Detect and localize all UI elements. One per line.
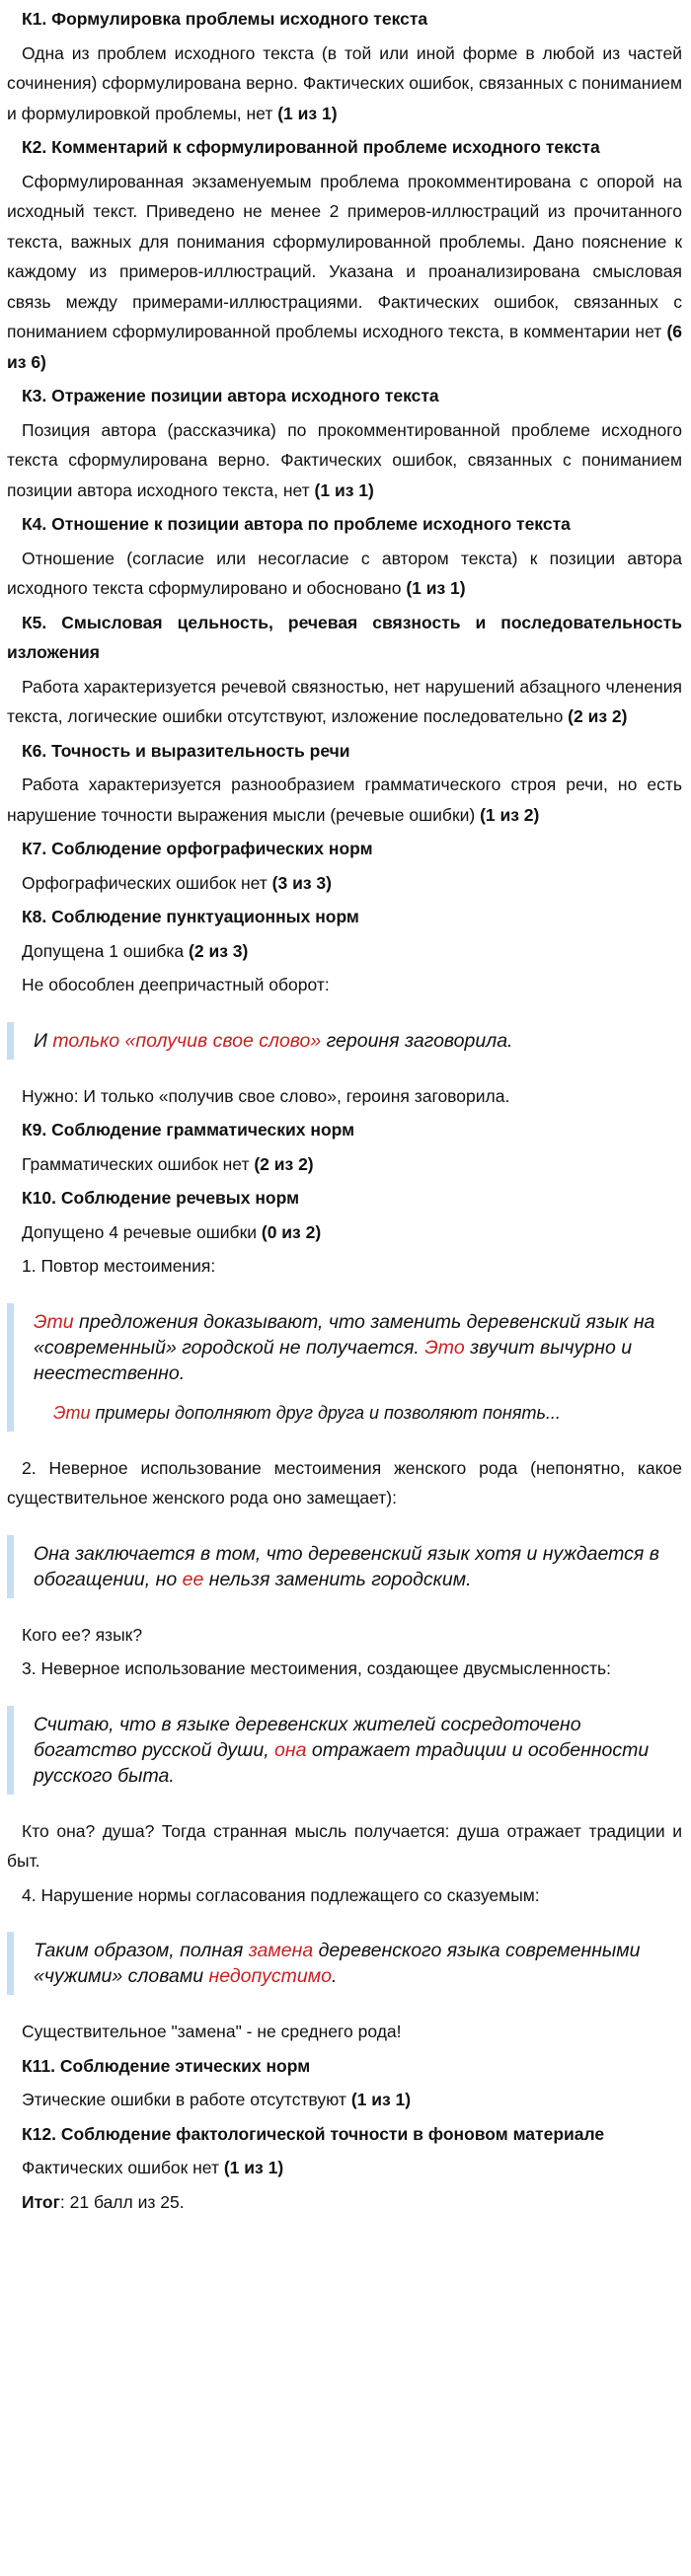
total-label: Итог xyxy=(22,2191,60,2212)
k10-e3-text: 3. Неверное использование местоимения, создающее двусмысленность: xyxy=(22,1658,611,1678)
score-badge: (1 из 1) xyxy=(406,578,466,598)
error-highlight: только «получив свое слово» xyxy=(52,1029,322,1052)
quote-line xyxy=(34,1309,662,1386)
quote-text: Она заключается в том, что деревенский язык хотя и нуждается в обогащении, но xyxy=(34,1542,659,1590)
error-highlight: замена xyxy=(248,1940,314,1961)
assessment-document xyxy=(0,4,682,2217)
quote-text: деревенского языка современными «чужими» словами xyxy=(34,1940,641,1987)
error-highlight: Это xyxy=(424,1336,465,1359)
k10-n4 xyxy=(7,2017,682,2047)
error-highlight: недопустимо xyxy=(208,1965,332,1987)
quote-text: звучит вычурно и неестественно. xyxy=(34,1336,633,1384)
quote-text: примеры дополняют друг друга и позволяют понять... xyxy=(90,1402,561,1423)
k3-text xyxy=(7,415,682,506)
k11-heading: К11. Соблюдение этических норм xyxy=(22,2055,311,2076)
quote-text: отражает традиции и особенности русского быта. xyxy=(34,1738,650,1787)
k1-text xyxy=(7,38,682,129)
score-badge: (1 из 1) xyxy=(223,2158,284,2177)
k10-e1 xyxy=(7,1251,682,1282)
k10-n4-text: Существительное "замена" - не среднего рода! xyxy=(22,2022,402,2041)
k3-text-text: Позиция автора (рассказчика) по прокомментированной проблеме исходного текста сформулирована верно. Фактических ошибок, связанных с пониманием позиции автора исходного текста, нет xyxy=(7,419,682,500)
k1-heading: К1. Формулировка проблемы исходного текста xyxy=(22,9,428,29)
k7-text xyxy=(7,868,682,899)
k6-text-text: Работа характеризуется разнообразием грамматического строя речи, но есть нарушение точности выражения мысли (речевые ошибки) xyxy=(7,774,682,825)
k12-text-text: Фактических ошибок нет xyxy=(22,2158,224,2177)
k7-text-text: Орфографических ошибок нет xyxy=(22,872,272,893)
k6-text xyxy=(7,770,682,830)
k10-text xyxy=(7,1217,682,1248)
k5-text-text: Работа характеризуется речевой связностью, нет нарушений абзацного членения текста, логические ошибки отсутствуют, изложение последовательно xyxy=(7,676,682,726)
k10-n2 xyxy=(7,1620,682,1651)
k10-e4 xyxy=(7,1880,682,1911)
k3-heading: К3. Отражение позиции автора исходного текста xyxy=(22,386,439,405)
quote-line xyxy=(34,1938,662,1989)
k10-e2-text: 2. Неверное использование местоимения женского рода (непонятно, какое существительное женского рода оно замещает): xyxy=(7,1457,682,1508)
k8-text-text: Допущена 1 ошибка xyxy=(22,940,190,961)
score-badge: (3 из 3) xyxy=(271,872,332,893)
error-highlight: ее xyxy=(182,1568,204,1590)
score-badge: (1 из 2) xyxy=(480,804,540,825)
total-value: : 21 балл из 25. xyxy=(59,2191,185,2212)
k8-fix-text: Нужно: И только «получив свое слово», героиня заговорила. xyxy=(22,1085,510,1106)
score-badge: (1 из 1) xyxy=(314,479,374,500)
quote-text: нельзя заменить городским. xyxy=(203,1568,472,1590)
k5-text xyxy=(7,672,682,732)
quote-text: героиня заговорила. xyxy=(321,1029,513,1052)
k10-e4-text: 4. Нарушение нормы согласования подлежащего со сказуемым: xyxy=(22,1884,540,1905)
quote-text: Таким образом, полная xyxy=(34,1940,249,1961)
k4-text-text: Отношение (согласие или несогласие с автором текста) к позиции автора исходного текста сформулировано и обосновано xyxy=(7,548,682,598)
score-badge: (1 из 1) xyxy=(350,2090,412,2109)
k10-q2 xyxy=(7,1535,682,1598)
k10-heading: К10. Соблюдение речевых норм xyxy=(22,1188,300,1208)
quote-line xyxy=(34,1541,662,1592)
k10-q4 xyxy=(7,1932,682,1995)
k10-q3 xyxy=(7,1706,682,1795)
k2-heading: К2. Комментарий к сформулированной проблеме исходного текста xyxy=(22,137,600,157)
k2-text-text: Сформулированная экзаменуемым проблема прокомментирована с опорой на исходный текст. Приведено не менее 2 примеров-иллюстраций из прочитанного текста, важных для понимания сформулированной проблемы. Дано пояснение к каждому из примеров-иллюстраций. Указана и проанализирована смысловая связь между примерами-иллюстрациями. Фактических ошибок, связанных с пониманием сформулированной проблемы исходного текста, в комментарии нет xyxy=(7,171,682,341)
k8-heading: К8. Соблюдение пунктуационных норм xyxy=(22,907,359,926)
score-badge: (0 из 2) xyxy=(261,1221,322,1242)
score-badge: (2 из 3) xyxy=(189,940,249,961)
quote-text: Считаю, что в языке деревенских жителей сосредоточено богатство русской души, xyxy=(34,1713,581,1761)
quote-text: предложения доказывают, что заменить деревенский язык на «современный» городской не получается. xyxy=(34,1310,655,1359)
k7-heading: К7. Соблюдение орфографических норм xyxy=(22,839,373,858)
error-highlight: Эти xyxy=(53,1402,91,1423)
k8-note-text: Не обособлен деепричастный оборот: xyxy=(22,975,330,994)
k10-e2 xyxy=(7,1453,682,1513)
error-highlight: Эти xyxy=(34,1310,74,1333)
quote-text: . xyxy=(331,1965,338,1987)
score-badge: (6 из 6) xyxy=(7,322,682,372)
quote-text: И xyxy=(34,1029,53,1052)
k9-text-text: Грамматических ошибок нет xyxy=(22,1153,255,1174)
score-badge: (2 из 2) xyxy=(254,1153,314,1174)
k11-text-text: Этические ошибки в работе отсутствуют xyxy=(22,2090,351,2109)
k12-heading: К12. Соблюдение фактологической точности в фоновом материале xyxy=(22,2123,605,2144)
k8-text xyxy=(7,936,682,967)
k9-text xyxy=(7,1149,682,1180)
k10-n3 xyxy=(7,1816,682,1877)
k8-note xyxy=(7,970,682,1000)
total-score xyxy=(7,2187,682,2218)
k1-text-text: Одна из проблем исходного текста (в той или иной форме в любой из частей сочинения) сформулирована верно. Фактических ошибок, связанных с пониманием и формулировкой проблемы, нет xyxy=(7,42,682,123)
k9-heading: К9. Соблюдение грамматических норм xyxy=(22,1120,355,1140)
quote-line xyxy=(34,1712,662,1789)
k8-quote xyxy=(7,1022,682,1060)
k2-text xyxy=(7,167,682,378)
score-badge: (2 из 2) xyxy=(568,706,628,726)
k8-fix xyxy=(7,1081,682,1112)
error-highlight: она xyxy=(274,1738,307,1761)
quote-subline xyxy=(34,1400,662,1426)
k12-text xyxy=(7,2153,682,2183)
k10-text-text: Допущено 4 речевые ошибки xyxy=(22,1221,262,1242)
k5-heading: К5. Смысловая цельность, речевая связность и последовательность изложения xyxy=(7,612,682,662)
k10-n2-text: Кого ее? язык? xyxy=(22,1624,143,1645)
k4-heading: К4. Отношение к позиции автора по проблеме исходного текста xyxy=(22,514,571,534)
k10-n3-text: Кто она? душа? Тогда странная мысль получается: душа отражает традиции и быт. xyxy=(7,1820,682,1871)
k4-text xyxy=(7,544,682,604)
k6-heading: К6. Точность и выразительность речи xyxy=(22,740,350,761)
k10-e1-text: 1. Повтор местоимения: xyxy=(22,1256,216,1276)
quote-line xyxy=(34,1028,662,1054)
k10-q1 xyxy=(7,1303,682,1432)
score-badge: (1 из 1) xyxy=(277,103,338,123)
k10-e3 xyxy=(7,1654,682,1684)
k11-text xyxy=(7,2085,682,2115)
